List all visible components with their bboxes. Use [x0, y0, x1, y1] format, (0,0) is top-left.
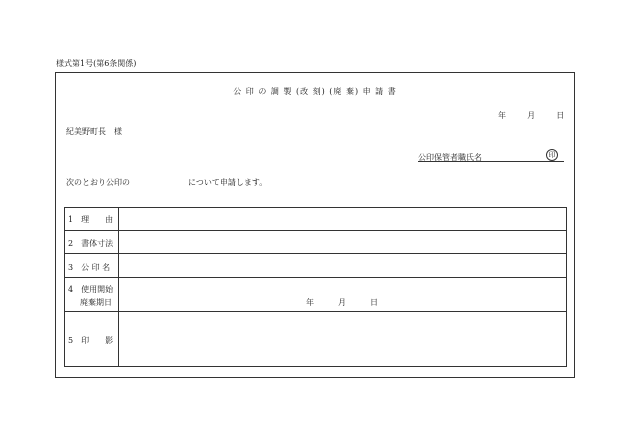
table-row-divider [64, 277, 567, 278]
request-text-start: 次のとおり公印の [66, 178, 130, 187]
addressee: 紀美野町長 様 [66, 127, 122, 136]
table-row-divider [64, 253, 567, 254]
row-label-start-date: 4 使用開始 [68, 285, 114, 294]
form-number-label: 様式第1号(第6条関係) [56, 59, 137, 68]
row-label-seal-impression: 5 印 影 [68, 336, 114, 345]
seal-mark-icon: 印 [546, 149, 558, 161]
row-label-typeface-size: 2 書体寸法 [68, 239, 114, 248]
document-title: 公 印 の 調 製 (改 刻) (廃 棄) 申 請 書 [233, 87, 397, 96]
table-column-divider [118, 207, 119, 367]
row-label-reason: 1 理 由 [68, 215, 114, 224]
official-name-label: 公印保管者職氏名 [418, 153, 482, 162]
official-name-underline [418, 161, 564, 162]
date-month-label: 月 [527, 111, 536, 120]
table-row-divider [64, 311, 567, 312]
usage-date-day: 日 [370, 298, 378, 307]
date-year-label: 年 [498, 111, 506, 120]
row-label-disposal-date: 廃棄期日 [80, 298, 112, 307]
row-label-seal-name: 3 公 印 名 [68, 263, 111, 272]
usage-date-month: 月 [338, 298, 346, 307]
request-text-end: について申請します。 [188, 178, 268, 187]
application-table [64, 207, 567, 367]
table-row-divider [64, 230, 567, 231]
application-date [498, 110, 564, 121]
date-day-label: 日 [556, 111, 565, 120]
usage-date-year: 年 [306, 298, 314, 307]
